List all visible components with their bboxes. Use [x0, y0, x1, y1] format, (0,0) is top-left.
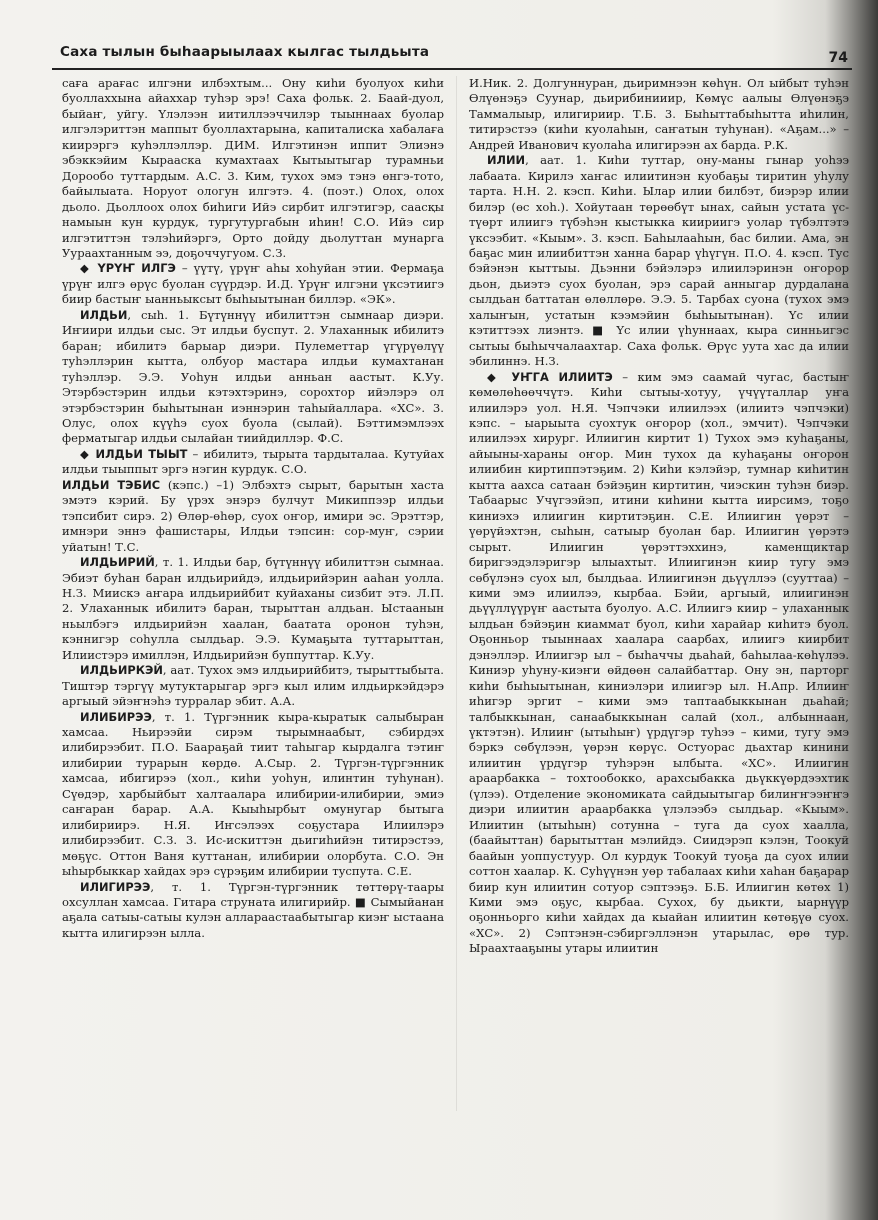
headword: ◆ ИЛДЬИ ТЫЫТ — [80, 446, 188, 461]
entry-text: , сыһ. 1. Бүтүннүү ибилиттэн сымнаар диэри. Иҥиири илдьи сыс. Эт илдьи буспут. 2. Улаханнык ибилитэ баран; ибилитэ барыар диэри. Пулеметтар үгүрүөлүү туһэллэрин кытта, олбуор мастара илдьи кумахтанан туһэллэр. Э.Э. Уоһун илдьи анньан аастыт. К.Уу. Этэрбэстэрин илдьи кэтэхтэринэ, сорохтор ийэлэрэ ол этэрбэстэрин быһытынан иэннэрин таһыйаллара. «ХС». 3. Олус, олох күүһэ суох буола (сылай). Бэттимэмлээх ферматыгар илдьи сылайан тиийдиллэр. Ф.С. — [62, 307, 444, 446]
headword: ИЛИБИРЭЭ — [80, 709, 152, 724]
headword: ◆ УҤГА ИЛИИТЭ — [487, 369, 613, 384]
dictionary-entry — [469, 153, 849, 369]
headword: ◆ ҮРҮҤ ИЛГЭ — [80, 261, 176, 276]
column-gutter — [456, 76, 457, 1111]
dictionary-entry — [62, 663, 444, 709]
page-number: 74 — [828, 50, 848, 66]
dictionary-entry — [469, 370, 849, 957]
entry-text: – ким эмэ саамай чугас, бастыҥ көмөлөһөөччүтэ. Киһи сытыы-хотуу, үчүүталлар уҥа илиилэрэ уол. Н.Я. Чэпчэки илиилээх (илиитэ чэпчэки) кэпс. – ыарыыта суохтук оҥорор (хол., эмчит). Чэпчэки илиилээх хирург. Илиигин киртит 1) Тухох эмэ куһаҕаны, айыыны-хараны оҥор. Мин тухох да куһаҕаны оҥорон илиибин киртиппэтэҕим. 2) Киһи кэлэйэр, тумнар киһитин кытта аахса сатаан бэйэҕин киртитин, чиэскин туһэн биэр. Табаарыс Учүгээйэп, итини киһини кытта ииpсимэ, тоҕо киниэхэ илиигин киртитэҕин. С.Е. Илиигин үөрэт – үөрүйэхтэн, сыһын, сатыыр буолан бар. Илиигин үөрэтэ сырыт. Илиигин үөрэттэххинэ, каменщиктар биригээдэлэригэр ылыахтыт. Илиигинэн киир тугу эмэ сөбүлэнэ суох ыл, былдьаа. Илиигинэн дьүүллээ (сууттаа) – кими эмэ илиилээ, кырбаа. Бэйи, аргыый, илиигинэн дьүүллүүрүҥ аастыта буолуо. А.С. Илиигэ киир – улаханнык ылдьан бэйэҕин киаммат буол, киһи харайар киһитэ буол. Оҕонньор тыыннаах хаалара саарбах, илиигэ киирбит дэнэллэр. Илиигэр ыл – быһаччы дьаһай, баһылаа-көһүлээ. Киниэр уһуну-киэҥи өйдөөн салайбаттар. Ону эн, парторг киһи быһыытынан, киниэлэри илиигэр ыл. Н.Апр. Илииҥ иһигэр эргит – кими эмэ таптаабыккынан дьаһай; талбыккынан, санаабыккынан салай (хол., албыннаан, үктэтэн). Илииҥ (ытыһыҥ) үрдүгэр туһээ – кими, тугу эмэ бэркэ сөбүлээн, үөрэн көрүс. Остуорас дьахтар кинини илиитин үрдүгэр туһэрэн ылбыта. «ХС». Илиигин араарбакка – тохтообокко, арахсыбакка дьүккүөрдээхтик (үлээ). Отделение экономиката сайдыытыгар билиҥҥээҥҥэ диэри илиитин арааpбакка үлэлээбэ сылдьар. «Кыым». Илиитин (ытыһын) сотунна – туга да суох хаалла, (баайыттан) барытыттан мэлийдэ. Сиидэрэп кэлэн, Тоокуй баайын уоппустуур. Ол курдук Тоокуй туоҕа да суох илии соттон хаалар. К. Суһүүнэн уөр табалаах киһи хаһан баҕарар биир кун илиитин сотуор сэптээҕэ. Б.Б. Илиигин көтөх 1) Кими эмэ оҕус, кырбаа. Сухох, бу дьикти, ыарнүүр оҕонньорго киһи хайдах да кыайан илиитин көтөҕүө суох. «ХС». 2) Сэптэнэн-сэбиргэллэнэн утарылас, өрө тур. Ыраахтааҕыны утары илиитин — [469, 369, 849, 956]
dictionary-entry — [62, 880, 444, 942]
entry-text: – ибилитэ, тырыта тардыталаа. Кутуйах илдьи тыыппыт эргэ нэгин курдук. С.О. — [62, 446, 444, 477]
dictionary-entry — [62, 261, 444, 307]
dictionary-entry — [62, 478, 444, 555]
dictionary-entry — [62, 76, 444, 261]
running-head — [52, 40, 852, 70]
headword: ИЛИГИРЭЭ — [80, 879, 151, 894]
dictionary-entry — [62, 710, 444, 880]
running-title: Саха тылын быһаарыылаах кылгас тылдьыта — [60, 44, 430, 60]
entry-text: , т. 1. Түргэнник кыра-кыратык салыбыран хамсаа. Ньирээйи сирэм тырымнаабыт, сэбирдэх илибирээбит. П.О. Баараҕай тиит таһыгар кырдалга тэтиҥ илибирии турарын көрдө. А.Сыр. 2. Түргэн-түргэнник хамсаа, ибигирээ (хол., киһи уоһун, илинтин туһунан). Сүөдэр, харбыйбыт халтаалара илибирии-илибирии, эмиэ саҥаран барар. А.А. Кыыһырбыт омунугар бытыга илибириирэ. Н.Я. Иҥсэлээх соҕустара Илиилэрэ илибирээбит. С.З. 3. Ис-искиттэн дьигиһийэн титирэстээ, мөҕүс. Оттон Ваня куттанан, илибирии олорбута. С.О. Эн ыһырбыккар хайдах эрэ сүрэҕим илибирии туспута. С.Е. — [62, 709, 444, 879]
entry-text: , т. 1. Илдьи бар, бүтүннүү ибилиттэн сымнаа. Эбиэт буһан баран илдьирийдэ, илдьирийэрин ааһан уолла. Н.З. Миискэ аҥара илдьирийбит куйаханы сизбит этэ. Л.П. 2. Улаханнык ибилитэ баран, тырыттан алдьан. Ыстаанын ньылбэгэ илдьирийэн хаалан, баатата оронон туһэн, кэннигэр соһулла сылдьар. Э.Э. Кумаҕыта туттарыттан, Илиистэрэ имиллэн, Илдьирийэн буппуттар. К.Уу. — [62, 555, 444, 662]
headword: ИЛДЬИРИЙ — [80, 555, 155, 570]
headword: ИЛДЬИ — [80, 307, 128, 322]
entry-text: , аат. Тухох эмэ илдьирийбитэ, тырыттыбыта. Тиштэр тэргүү мутуктарыгар эргэ кыл илим илдьиркэйдэрэ аргыый эйэҥнэһэ турралар эбит. А.А. — [62, 663, 444, 709]
dictionary-entry — [62, 308, 444, 447]
dictionary-entry — [62, 447, 444, 478]
dictionary-entry — [469, 76, 849, 153]
entry-text: – үүтү, үрүҥ аһы хоһуйан этии. Фермаҕа үрүҥ илгэ өрүс буолан сүүрдэр. И.Д. Үрүҥ илгэни үксэтиигэ биир бастыҥ ыанньыксыт быһыытынан биллэр. «ЭК». — [62, 261, 444, 307]
entry-text: , аат. 1. Киһи туттар, ону-маны гынар уоһээ лабаата. Кирилэ хаҥас илиитинэн куобаҕы тиритин уһулу тарта. Н.Н. 2. кэсп. Киһи. Ылар илии билбэт, биэрэр илии билэр (өс хоһ.). Хойутаан төрөөбүт ынах, сайын устата үс-түөрт илиигэ түбэһэн кыстыкка киириигэ уолар түбэлтэтэ үксээбит. «Кыым». 3. кэсп. Баһылааһын, бас билии. Ама, эн баҕас мин илиибиттэн ханна барар үһүгүн. П.О. 4. кэсп. Тус бэйэнэн кыттыы. Дьэнни бэйэлэрэ илиилэринэн оҥорор дьон, дьиэтэ суох буолан, эрэ сарай анныгар дурдалана сылдьан баттатан өлөллөрө. Э.Э. 5. Тарбах суона (тухох эмэ халыҥын, устатын кээмэйин быһыытынан). Үс илии кэтиттээх лиэнтэ. ■ Үс илии үһуннаах, кыра синньигэс сытыы быһыччалаахтар. Саха фольк. Өрүс уута хас да илии эбилиннэ. Н.З. — [469, 153, 849, 369]
headword: ИЛДЬИ ТЭБИС — [62, 477, 161, 492]
left-column — [62, 76, 444, 941]
right-column — [469, 76, 849, 957]
entry-text: И.Ник. 2. Долгуннуран, дьиримнээн көһүн. Ол ыйбыт туһэн Өлүөнэҕэ Суунар, дьирибинииир, Көмүс аалыы Өлүөнэҕэ Таммалыыр, илигириир. Т.Б. 3. Быһыттабыһытта иһилин, титирэстээ (киһи куолаһын, саҥатын туһунан). «Аҕам...» – Андрей Иванович куолаһа илигирээн ах барда. Р.К. — [469, 76, 849, 152]
entry-text: (кэпс.) –1) Элбэхтэ сырыт, барытын хаста эмэтэ кэрий. Бу үрэх энэрэ булчут Микиппээр илдьи тэпсибит сирэ. 2) Өлөр-өһөр, суох оҥор, имири эс. Эрэттэр, имнэри эннэ фашистары, Илдьи тэпсин: сор-муҥ, сэрии уйатын! Т.С. — [62, 477, 444, 554]
headword: ИЛДЬИРКЭЙ — [80, 663, 163, 678]
headword: ИЛИИ — [487, 153, 526, 168]
entry-text: саға арағас илгэни илбэхтым... Ону киһи буолуох киһи буоллаххына айаххар туһэр эрэ! Саха фольк. 2. Баай-дуол, быйаҥ, уйгу. Үлэлээн иитиллээччилэр тыыннаах буолар илгэлэриттэн маппыт буоллахтарына, капиталиска хабалаға киирэргэ куһэллэллэр. ДИМ. Илгэтинэн иппит Элиэнэ эбэккэйим Кырааска кумахтаах Кытыытыгар турамньи Дорообо туттардым. А.С. 3. Ким, тухох эмэ тэнэ өнгэ-тото, байылыата. Норуот ологун илгэтэ. 4. (поэт.) Олох, олох дьоло. Дьоллоох олох биһиги Ийэ сирбит илгэтигэр, саасқы намыын кун курдук, тургутургабын иһин! С.О. Ийэ сир илгэтиттэн тэлэһийэргэ, Орто дойду дьолуттан мунарга Уураахтанным ээ, доҕоччугуом. С.З. — [62, 76, 444, 260]
entry-text: , т. 1. Түргэн-түргэнник төттөрү-таары охсуллан хамсаа. Гитара струната илигирийр. ■ Сымыйанан аҕала сатыы-сатыы кулэн аллараастаабытыгар киэҥ ыстаана кытта илигирээн ылла. — [62, 879, 444, 940]
dictionary-entry — [62, 555, 444, 663]
